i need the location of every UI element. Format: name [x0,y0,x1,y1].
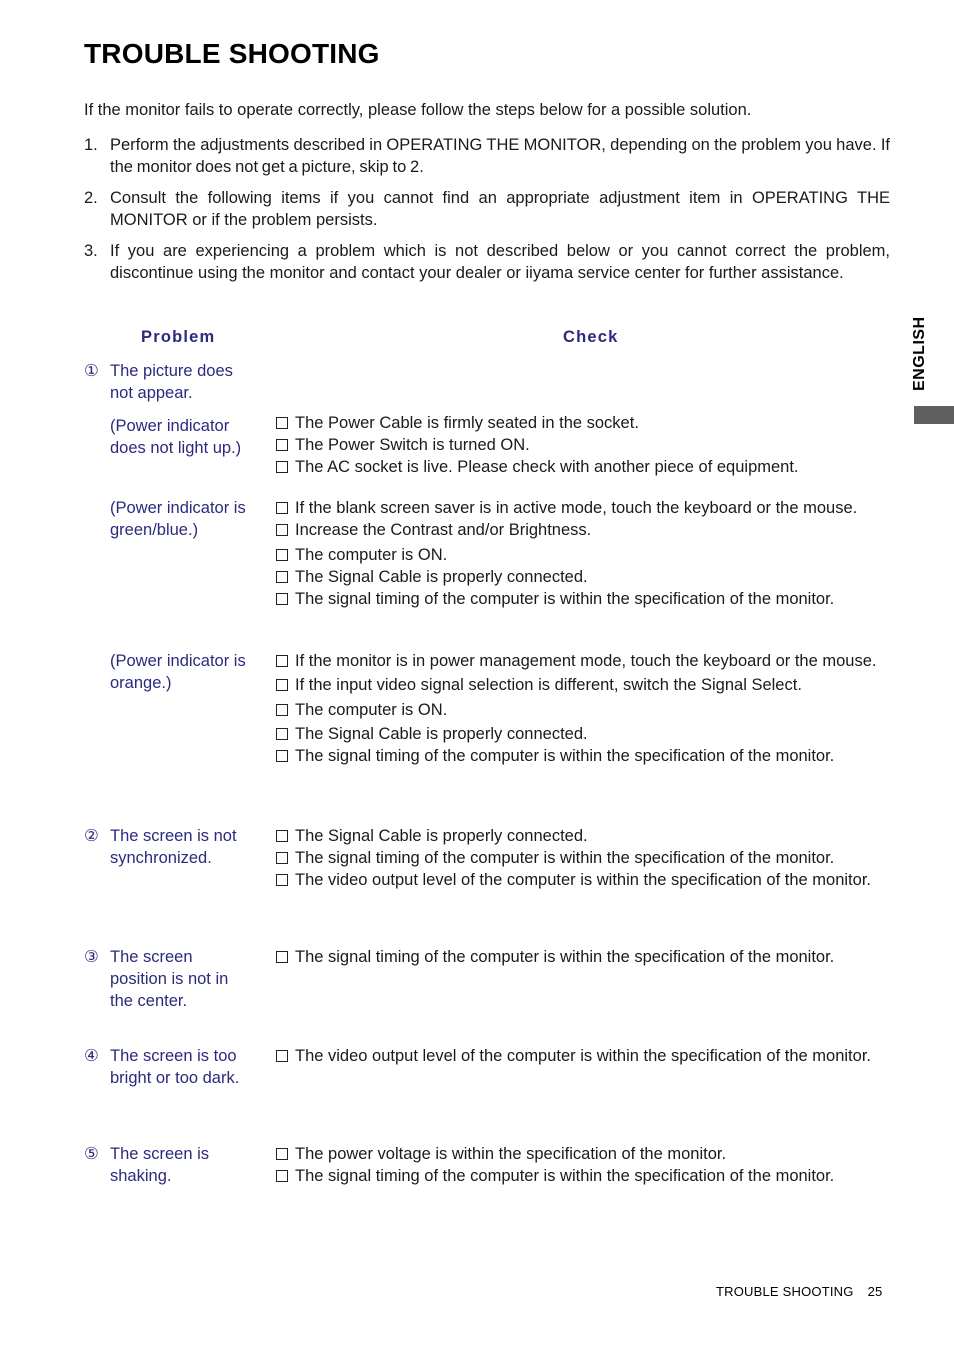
problem-5 [84,1143,256,1187]
checks-shaking [275,1143,889,1187]
footer-section-title: TROUBLE SHOOTING [716,1284,854,1299]
check-item: The AC socket is live. Please check with another piece of equipment. [275,456,889,478]
problem-text: The screen is too bright or too dark. [110,1047,240,1087]
check-item: Increase the Contrast and/or Brightness. [275,519,889,541]
page-footer [716,1284,882,1299]
step-number: 1. [84,136,98,154]
check-item: The signal timing of the computer is within the specification of the monitor. [275,1165,889,1187]
check-item: The Signal Cable is properly connected. [275,566,889,588]
check-item: If the input video signal selection is different, switch the Signal Select. [275,674,889,696]
check-item: The video output level of the computer is within the specification of the monitor. [275,1045,889,1067]
problem-number-marker: ⑤ [84,1145,99,1163]
step-text: Consult the following items if you cannot find an appropriate adjustment item in OPERATING THE MONITOR or if the problem persists. [110,189,890,229]
step-3 [84,240,890,284]
language-tab-marker [914,406,954,424]
problem-4 [84,1045,256,1089]
check-item: The Signal Cable is properly connected. [275,825,889,847]
problem-text: The screen position is not in the center. [110,948,229,1010]
step-text: Perform the adjustments described in OPERATING THE MONITOR, depending on the problem you have. If the monitor does not get a picture, skip to 2. [110,136,890,176]
check-item: The computer is ON. [275,544,889,566]
problem-3 [84,946,256,1012]
checks-too-bright-dark [275,1045,889,1067]
sub-problem-green-blue: (Power indicator is green/blue.) [110,499,246,539]
language-tab-label: ENGLISH [911,316,928,392]
step-number: 2. [84,189,98,207]
checks-not-centered [275,946,889,968]
problem-number-marker: ④ [84,1047,99,1065]
problem-text: The screen is not synchronized. [110,827,237,867]
problem-1 [84,360,256,404]
intro-text: If the monitor fails to operate correctly, please follow the steps below for a possible solution. [84,101,752,119]
check-item: The signal timing of the computer is within the specification of the monitor. [275,588,889,610]
checks-green-blue [275,497,889,610]
check-item: The Power Cable is firmly seated in the socket. [275,412,889,434]
sub-problem-no-light: (Power indicator does not light up.) [110,417,242,457]
check-item: The signal timing of the computer is within the specification of the monitor. [275,745,889,767]
check-item: The computer is ON. [275,699,889,721]
problem-2 [84,825,256,869]
checks-orange [275,650,889,767]
step-text: If you are experiencing a problem which is not described below or you cannot correct the problem, discontinue using the monitor and contact your dealer or iiyama service center for further assistance. [110,242,890,282]
check-item: The signal timing of the computer is within the specification of the monitor. [275,847,889,869]
checks-no-light [275,412,889,478]
check-item: If the blank screen saver is in active mode, touch the keyboard or the mouse. [275,497,889,519]
check-item: If the monitor is in power management mode, touch the keyboard or the mouse. [275,650,889,672]
problem-text: The picture does not appear. [110,362,233,402]
step-2 [84,187,890,231]
check-item: The video output level of the computer is within the specification of the monitor. [275,869,889,891]
problem-text: The screen is shaking. [110,1145,210,1185]
check-item: The power voltage is within the specification of the monitor. [275,1143,889,1165]
check-item: The signal timing of the computer is within the specification of the monitor. [275,946,889,968]
page-number: 25 [867,1284,883,1299]
checks-not-synchronized [275,825,889,891]
page-title: TROUBLE SHOOTING [84,38,380,69]
sub-problem-orange: (Power indicator is orange.) [110,652,246,692]
problem-number-marker: ③ [84,948,99,966]
check-item: The Signal Cable is properly connected. [275,723,889,745]
step-1 [84,134,890,178]
check-item: The Power Switch is turned ON. [275,434,889,456]
problem-number-marker: ① [84,362,99,380]
step-number: 3. [84,242,98,260]
problem-column-header: Problem [141,328,216,346]
check-column-header: Check [563,328,619,346]
problem-number-marker: ② [84,827,99,845]
